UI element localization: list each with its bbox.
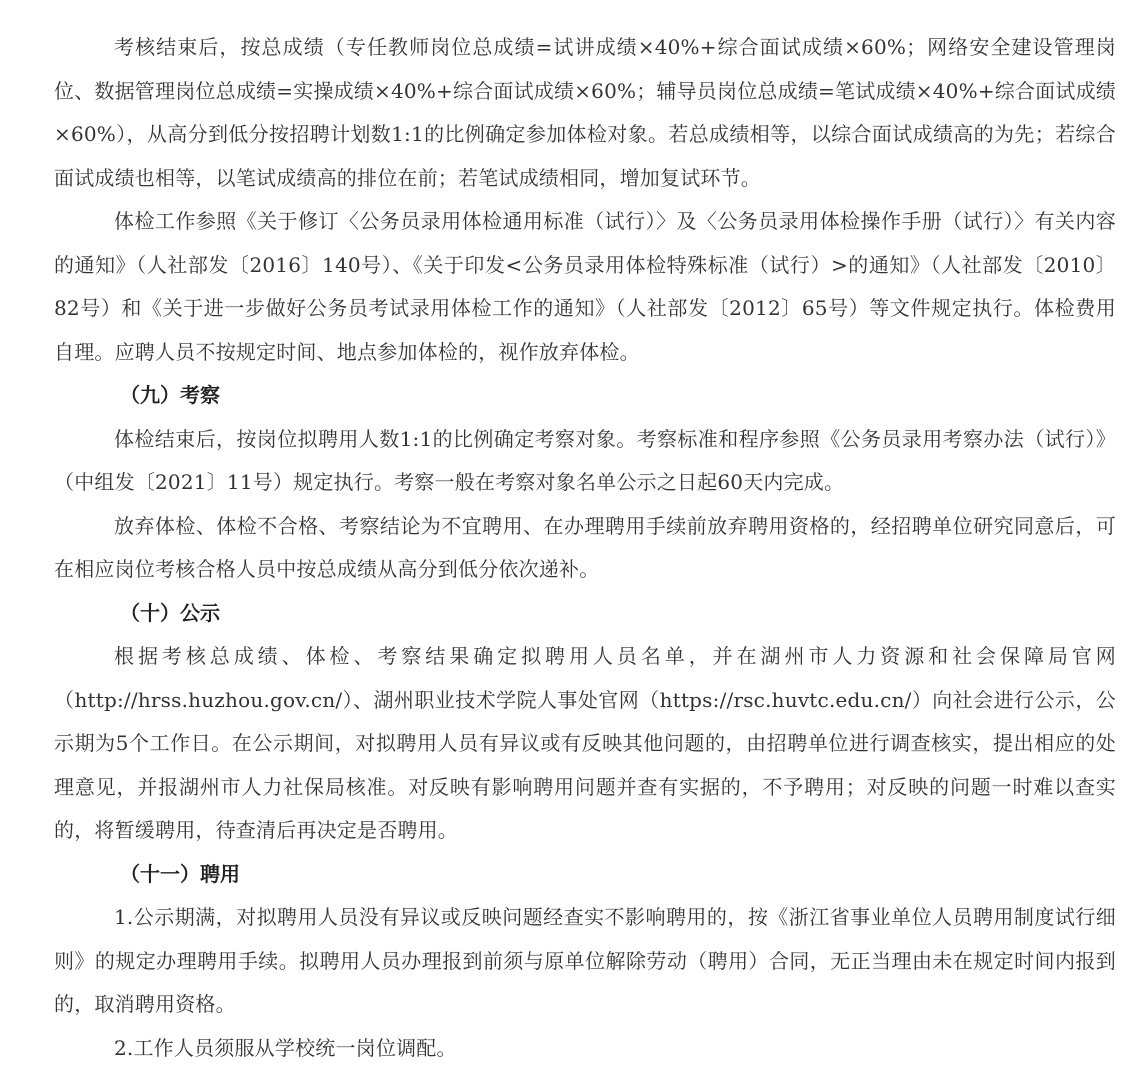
paragraph-position-assignment: 2.工作人员须服从学校统一岗位调配。 (114, 1035, 457, 1060)
paragraph-inspection-process: 体检结束后，按岗位拟聘用人数1:1的比例确定考察对象。考察标准和程序参照《公务员录用考察办法（试行）》（中组发〔2021〕11号）规定执行。考察一般在考察对象名单公示之日起60天内完成。 (54, 426, 1116, 494)
section-heading-publicity: （十）公示 (120, 600, 220, 625)
paragraph-employment-procedure: 1.公示期满，对拟聘用人员没有异议或反映问题经查实不影响聘用的，按《浙江省事业单位人员聘用制度试行细则》的规定办理聘用手续。拟聘用人员办理报到前须与原单位解除劳动（聘用）合同，无正当理由未在规定时间内报到的，取消聘用资格。 (54, 905, 1116, 1016)
paragraph-physical-exam-selection: 考核结束后，按总成绩（专任教师岗位总成绩=试讲成绩×40%+综合面试成绩×60%；网络安全建设管理岗位、数据管理岗位总成绩=实操成绩×40%+综合面试成绩×60%；辅导员岗位总成绩=笔试成绩×40%+综合面试成绩×60%），从高分到低分按招聘计划数1:1的比例确定参加体检对象。若总成绩相等，以综合面试成绩高的为先；若综合面试成绩也相等，以笔试成绩高的排位在前；若笔试成绩相同，增加复试环节。 (54, 35, 1116, 190)
paragraph-publicity-details: 根据考核总成绩、体检、考察结果确定拟聘用人员名单，并在湖州市人力资源和社会保障局官网（http://hrss.huzhou.gov.cn/）、湖州职业技术学院人事处官网（https://rsc.huvtc.edu.cn/）向社会进行公示，公示期为5个工作日。在公示期间，对拟聘用人员有异议或有反映其他问题的，由招聘单位进行调查核实，提出相应的处理意见，并报湖州市人力社保局核准。对反映有影响聘用问题并查有实据的，不予聘用；对反映的问题一时难以查实的，将暂缓聘用，待查清后再决定是否聘用。 (54, 644, 1116, 842)
section-heading-employment: （十一）聘用 (120, 861, 240, 886)
paragraph-physical-exam-standards: 体检工作参照《关于修订〈公务员录用体检通用标准（试行）〉及〈公务员录用体检操作手册（试行）〉有关内容的通知》（人社部发〔2016〕140号）、《关于印发<公务员录用体检特殊标准（试行）>的通知》（人社部发〔2010〕82号）和《关于进一步做好公务员考试录用体检工作的通知》（人社部发〔2012〕65号）等文件规定执行。体检费用自理。应聘人员不按规定时间、地点参加体检的，视作放弃体检。 (54, 209, 1116, 364)
section-heading-inspection: （九）考察 (120, 383, 220, 407)
paragraph-replacement-rule: 放弃体检、体检不合格、考察结论为不宜聘用、在办理聘用手续前放弃聘用资格的，经招聘单位研究同意后，可在相应岗位考核合格人员中按总成绩从高分到低分依次递补。 (54, 513, 1116, 581)
